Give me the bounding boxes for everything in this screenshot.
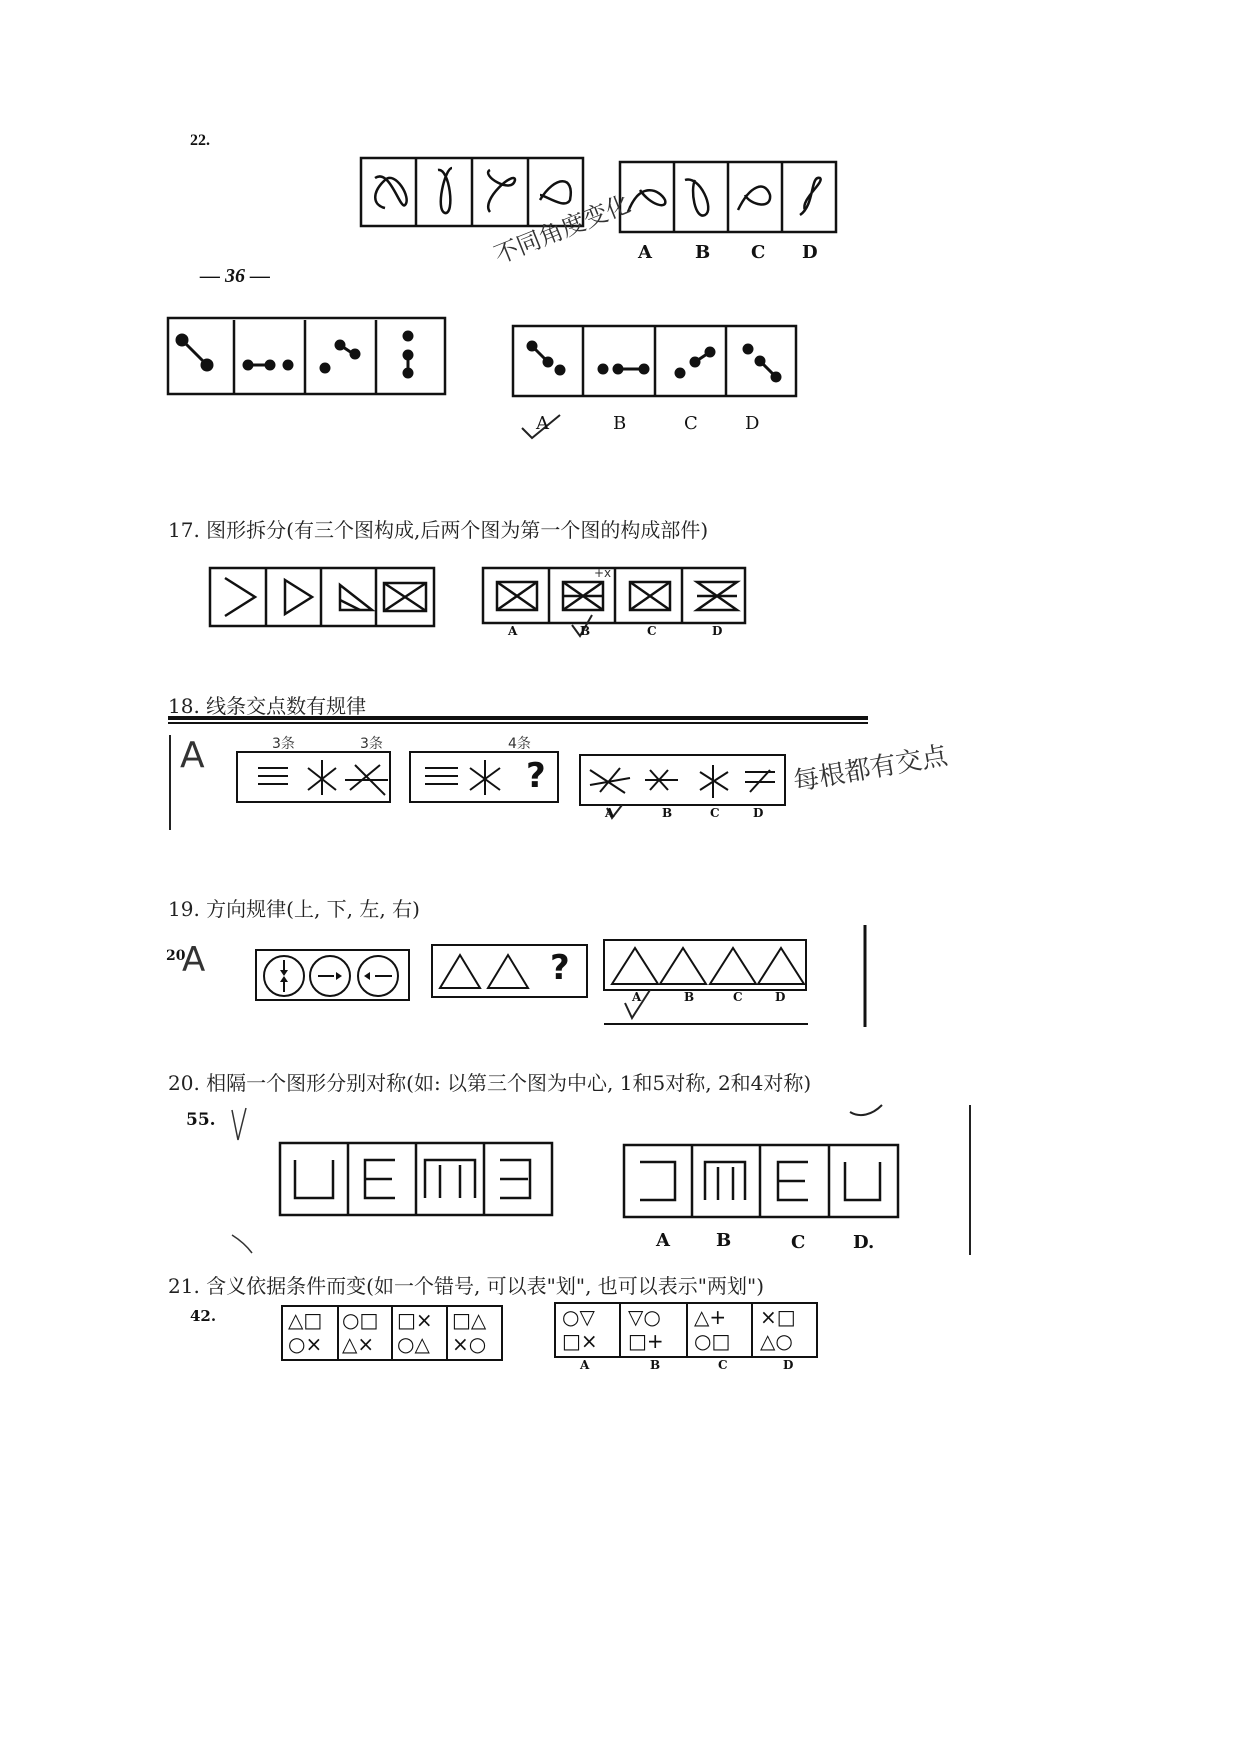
section-17-heading: 17. 图形拆分(有三个图构成,后两个图为第一个图的构成部件) (168, 518, 709, 542)
q20-option-d: D. (853, 1232, 875, 1253)
q17-question-frame (210, 568, 434, 626)
q17-option-d: D (712, 624, 723, 638)
q21-option-d: D (783, 1358, 794, 1372)
problem-number-42: 42. (190, 1307, 217, 1325)
q18-answer-frame (580, 755, 785, 805)
q19-option-c: C (733, 990, 743, 1004)
q16b-question-frame (168, 318, 445, 394)
handwritten-note: 不同角度变化 (490, 189, 635, 270)
q21-answer-c: △+ ○□ (694, 1305, 731, 1353)
q19-question-frame-1 (256, 950, 409, 1000)
question-mark-19: ? (550, 948, 570, 988)
q21-cell-2: ○□ △× (342, 1308, 379, 1356)
q16-option-c: C (751, 242, 766, 263)
section-18-heading: 18. 线条交点数有规律 (168, 694, 367, 718)
q16-option-a: A (638, 242, 652, 263)
q17-option-a: A (508, 624, 518, 638)
problem-number-19: 20 (166, 948, 186, 964)
q20-option-b: B (716, 1230, 732, 1251)
section-21-heading: 21. 含义依据条件而变(如一个错号, 可以表"划", 也可以表示"两划") (168, 1274, 764, 1298)
q16-option-d: D (802, 242, 818, 263)
q20-option-a: A (656, 1230, 670, 1251)
question-mark: ? (526, 756, 546, 796)
handwritten-mark-1: 3条 (272, 736, 295, 752)
section-19-heading: 19. 方向规律(上, 下, 左, 右) (168, 897, 420, 921)
section-20-heading: 20. 相隔一个图形分别对称(如: 以第三个图为中心, 1和5对称, 2和4对称) (168, 1071, 812, 1095)
q20-option-c: C (791, 1232, 806, 1253)
q17-option-b: B (580, 624, 591, 638)
q21-option-b: B (650, 1358, 661, 1372)
q17-option-c: C (647, 624, 657, 638)
q21-option-a: A (580, 1358, 590, 1372)
q21-cell-1: △□ ○× (288, 1308, 323, 1356)
q16b-option-c: C (684, 413, 698, 434)
q16b-option-d: D (745, 413, 760, 434)
q16-option-b: B (695, 242, 711, 263)
q19-option-b: B (684, 990, 695, 1004)
q16b-option-b: B (613, 413, 627, 434)
handwritten-mark: +x (594, 566, 612, 580)
q16-answer-frame (620, 162, 836, 232)
handwritten-mark-2: 3条 (360, 736, 383, 752)
q21-option-c: C (718, 1358, 728, 1372)
q21-cell-3: □× ○△ (397, 1308, 433, 1356)
q16b-answer-frame (513, 326, 796, 396)
q21-cell-4: □△ ×○ (452, 1308, 487, 1356)
q16b-option-a: A (536, 413, 549, 434)
q18-option-b: B (662, 806, 673, 820)
q21-answer-b: ▽○ □+ (628, 1305, 664, 1353)
problem-number: 22. (190, 132, 210, 149)
q19-option-d: D (775, 990, 786, 1004)
handwritten-mark-3: 4条 (508, 736, 531, 752)
q18-option-d: D (753, 806, 764, 820)
q19-answer-frame (604, 940, 806, 990)
handwritten-answer: A (180, 735, 205, 776)
q20-answer-frame (624, 1145, 898, 1217)
problem-number-55: 55. (186, 1110, 216, 1130)
handwritten-answer-19: A (182, 940, 206, 980)
q18-option-a: A (605, 806, 615, 820)
q17-answer-frame (483, 568, 745, 623)
q19-option-a: A (632, 990, 642, 1004)
q18-question-frame-1 (237, 752, 390, 802)
q18-option-c: C (710, 806, 720, 820)
q21-answer-d: ×□ △○ (760, 1305, 796, 1353)
q21-answer-a: ○▽ □× (562, 1305, 598, 1353)
handwritten-note-2: 每根都有交点 (791, 740, 950, 798)
page-number: — 36 — (200, 265, 270, 287)
q20-question-frame (280, 1143, 552, 1215)
